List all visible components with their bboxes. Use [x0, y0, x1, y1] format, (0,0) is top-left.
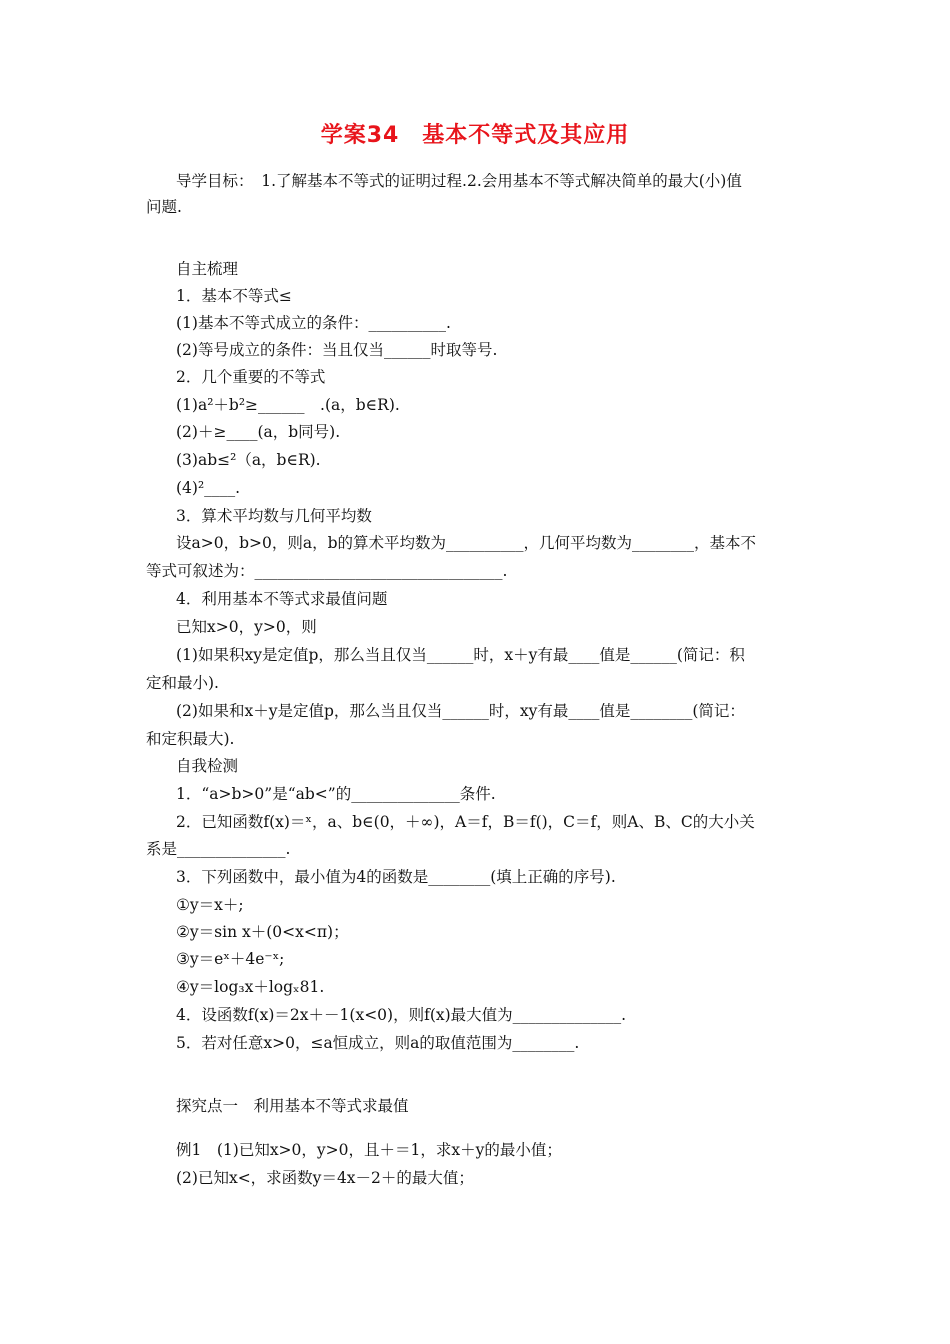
text-line: 设a>0，b>0，则a，b的算术平均数为__________，几何平均数为________，基本不: [176, 534, 757, 552]
text-line: 2．已知函数f(x)＝ˣ，a、b∈(0，＋∞)，A＝f，B＝f()，C＝f，则A、B、C的大小关: [176, 813, 755, 831]
text-line: (2)＋≥____(a，b同号).: [176, 423, 341, 441]
text-line: 2．几个重要的不等式: [176, 368, 326, 386]
text-line: 3．下列函数中，最小值为4的函数是________(填上正确的序号).: [176, 868, 616, 886]
text-line: ②y＝sin x＋(0<x<π)；: [176, 923, 349, 941]
text-line: ④y＝log₃x＋logₓ81.: [176, 978, 325, 996]
section-heading: 自主梳理: [176, 260, 239, 278]
text-line: (4)²____.: [176, 479, 241, 497]
text-line: 5．若对任意x>0，≤a恒成立，则a的取值范围为________.: [176, 1034, 580, 1052]
text-line: (2)如果和x＋y是定值p，那么当且仅当______时，xy有最____值是________(简记：: [176, 702, 745, 720]
goal-line-cont: 问题.: [146, 198, 182, 216]
text-line: (2)已知x<，求函数y＝4x－2＋的最大值；: [176, 1169, 474, 1187]
text-line: 1．“a>b>0”是“ab<”的______________条件.: [176, 785, 496, 803]
text-line: (1)如果积xy是定值p，那么当且仅当______时，x＋y有最____值是______(简记：积: [176, 646, 745, 664]
text-line: 系是______________.: [146, 840, 291, 858]
text-line: 4．利用基本不等式求最值问题: [176, 590, 388, 608]
text-line: 和定积最大).: [146, 730, 235, 748]
text-line: 已知x>0，y>0，则: [176, 618, 317, 636]
text-line: 4．设函数f(x)＝2x＋－1(x<0)，则f(x)最大值为______________.: [176, 1006, 627, 1024]
section-heading: 探究点一 利用基本不等式求最值: [176, 1097, 409, 1115]
text-line: ①y＝x＋;: [176, 896, 244, 914]
text-line: (1)基本不等式成立的条件：__________.: [176, 314, 451, 332]
text-line: (1)a²＋b²≥______ .(a，b∈R).: [176, 396, 400, 414]
text-line: 等式可叙述为：________________________________.: [146, 562, 508, 580]
text-line: (2)等号成立的条件：当且仅当______时取等号.: [176, 341, 498, 359]
text-line: ③y＝eˣ＋4e⁻ˣ;: [176, 950, 285, 968]
text-line: 定和最小).: [146, 674, 219, 692]
text-line: (3)ab≤²（a，b∈R).: [176, 451, 321, 469]
text-line: 1．基本不等式≤: [176, 287, 292, 305]
text-line: 3．算术平均数与几何平均数: [176, 507, 372, 525]
goal-line: 导学目标： 1.了解基本不等式的证明过程.2.会用基本不等式解决简单的最大(小)值: [176, 172, 742, 190]
section-heading: 自我检测: [176, 757, 239, 775]
page-title: 学案34 基本不等式及其应用: [320, 123, 630, 148]
text-line: 例1 (1)已知x>0，y>0，且＋＝1，求x＋y的最小值；: [176, 1141, 562, 1159]
